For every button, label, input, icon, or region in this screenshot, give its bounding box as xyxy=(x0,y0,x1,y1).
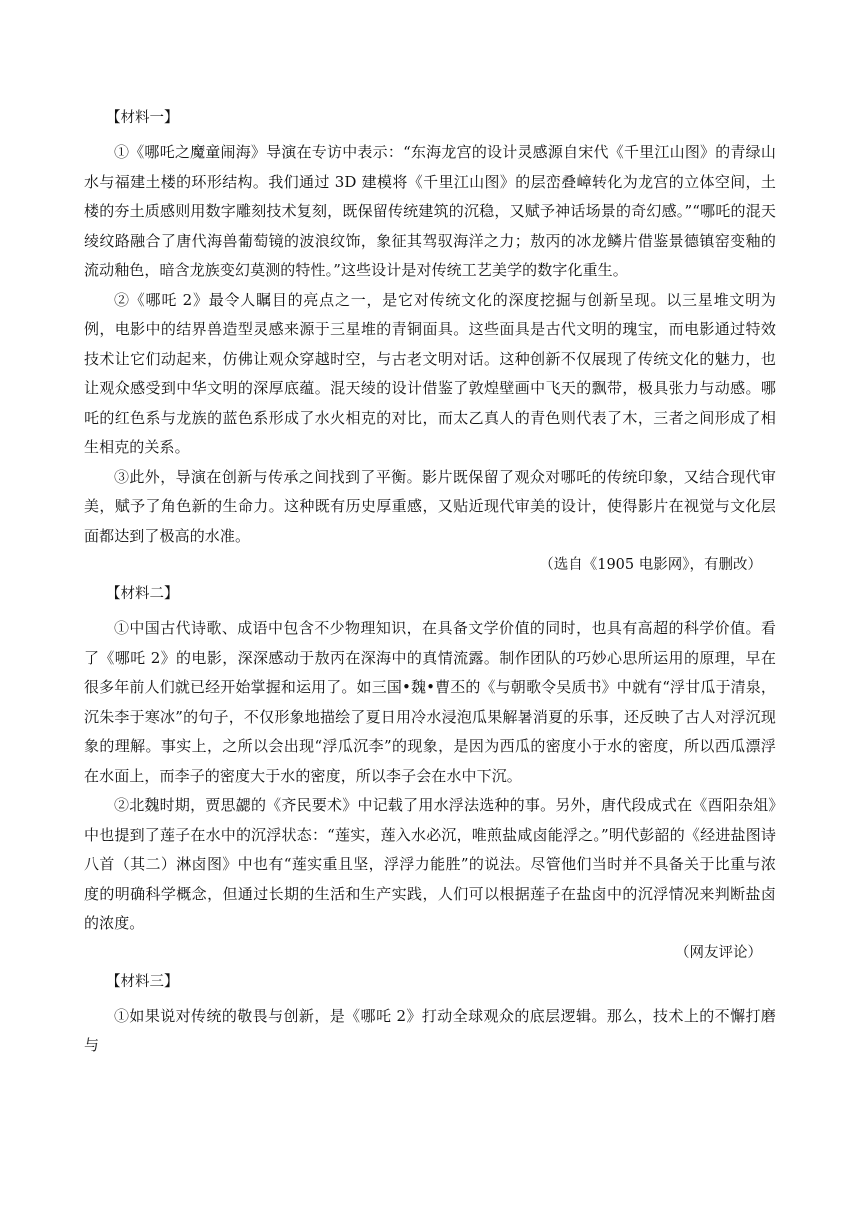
material-2-paragraph-2: ②北魏时期，贾思勰的《齐民要术》中记载了用水浮法选种的事。另外，唐代段成式在《酉阳杂俎》中也提到了莲子在水中的沉浮状态：“莲实，莲入水必沉，唯煎盐咸卤能浮之。”明代彭韶的《经进盐图诗八首（其二）淋卤图》中也有“莲实重且坚，浮浮力能胜”的说法。尽管他们当时并不具备关于比重与浓度的明确科学概念，但通过长期的生活和生产实践，人们可以根据莲子在盐卤中的沉浮情况来判断盐卤的浓度。 xyxy=(84,796,776,932)
material-1-source: （选自《1905 电影网》，有删改） xyxy=(539,557,762,573)
material-2-source: （网友评论） xyxy=(675,944,762,961)
material-1-heading: 【材料一】 xyxy=(106,110,179,126)
material-2-paragraph-1: ①中国古代诗歌、成语中包含不少物理知识，在具备文学价值的同时，也具有高超的科学价值。看了《哪吒 2》的电影，深深感动于敖丙在深海中的真情流露。制作团队的巧妙心思所运用的原理，早在很多年前人们就已经开始掌握和运用了。如三国•魏•曹丕的《与朝歌令吴质书》中就有“浮甘瓜于清泉，沉朱李于寒冰”的句子，不仅形象地描绘了夏日用冷水浸泡瓜果解暑消夏的乐事，还反映了古人对浮沉现象的理解。事实上，之所以会出现“浮瓜沉李”的现象，是因为西瓜的密度小于水的密度，所以西瓜漂浮在水面上，而李子的密度大于水的密度，所以李子会在水中下沉。 xyxy=(84,619,776,785)
material-1-paragraph-3: ③此外，导演在创新与传承之间找到了平衡。影片既保留了观众对哪吒的传统印象，又结合现代审美，赋予了角色新的生命力。这种既有历史厚重感，又贴近现代审美的设计，使得影片在视觉与文化层面都达到了极高的水准。 xyxy=(84,467,776,545)
material-1-section xyxy=(84,108,776,580)
material-2-section xyxy=(84,584,776,968)
material-3-heading: 【材料三】 xyxy=(106,973,179,990)
material-1-paragraph-1: ①《哪吒之魔童闹海》导演在专访中表示：“东海龙宫的设计灵感源自宋代《千里江山图》的青绿山水与福建土楼的环形结构。我们通过 3D 建模将《千里江山图》的层峦叠嶂转化为龙宫的立体空间，土楼的夯土质感则用数字雕刻技术复刻，既保留传统建筑的沉稳，又赋予神话场景的奇幻感。”“哪吒的混天绫纹路融合了唐代海兽葡萄镜的波浪纹饰，象征其驾驭海洋之力；敖丙的冰龙鳞片借鉴景德镇窑变釉的流动釉色，暗含龙族变幻莫测的特性。”这些设计是对传统工艺美学的数字化重生。 xyxy=(84,143,776,279)
material-2-heading: 【材料二】 xyxy=(106,586,179,602)
material-3-section xyxy=(84,972,776,1061)
material-3-paragraph-1: ①如果说对传统的敬畏与创新，是《哪吒 2》打动全球观众的底层逻辑。那么，技术上的不懈打磨与 xyxy=(84,1006,776,1054)
material-1-paragraph-2: ②《哪吒 2》最令人瞩目的亮点之一，是它对传统文化的深度挖掘与创新呈现。以三星堆文明为例，电影中的结界兽造型灵感来源于三星堆的青铜面具。这些面具是古代文明的瑰宝，而电影通过特效技术让它们动起来，仿佛让观众穿越时空，与古老文明对话。这种创新不仅展现了传统文化的魅力，也让观众感受到中华文明的深厚底蕴。混天绫的设计借鉴了敦煌壁画中飞天的飘带，极具张力与动感。哪吒的红色系与龙族的蓝色系形成了水火相克的对比，而太乙真人的青色则代表了木，三者之间形成了相生相克的关系。 xyxy=(84,290,776,456)
